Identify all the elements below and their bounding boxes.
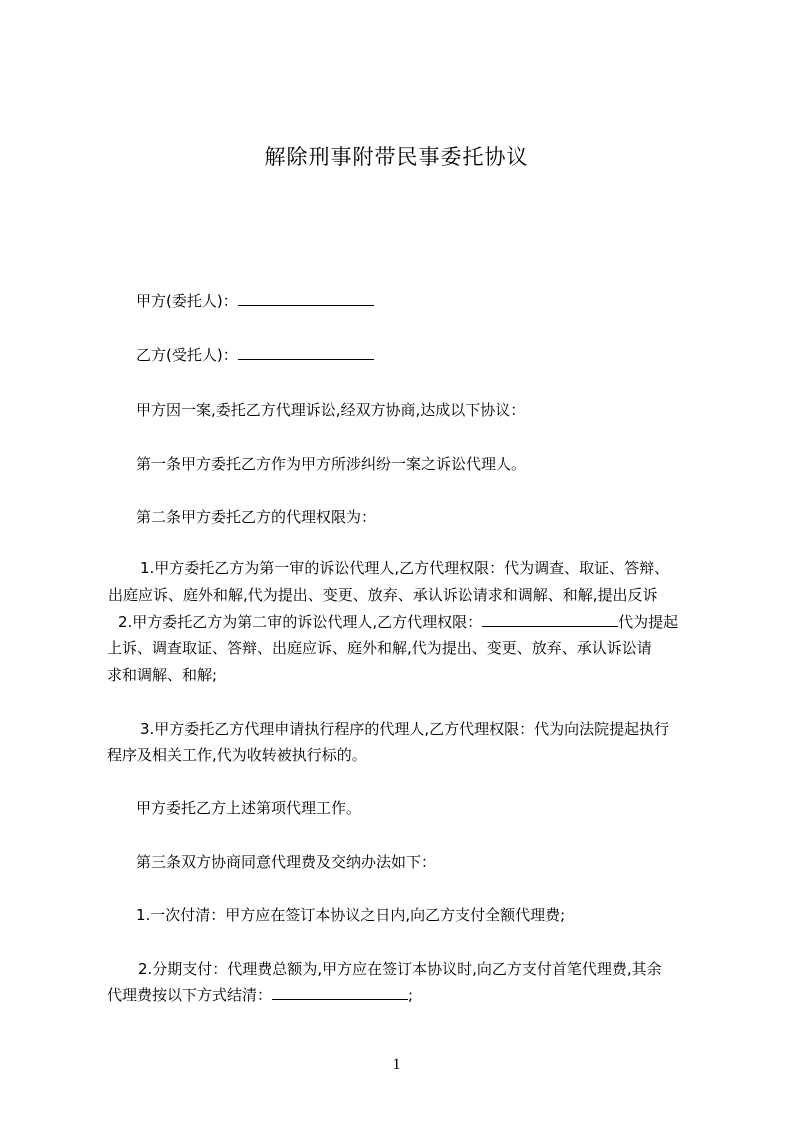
item-1-line-2: 出庭应诉、庭外和解,代为提出、变更、放弃、承认诉讼请求和调解、和解,提出反诉 — [108, 586, 658, 604]
payment-2-text-b: ; — [408, 986, 414, 1004]
page-number: 1 — [392, 1056, 401, 1073]
party-a-label: 甲方(委托人)： — [136, 292, 238, 310]
item-2-line-3: 求和调解、和解; — [107, 666, 218, 684]
payment-option-2-line-1: 2.分期支付：代理费总额为,甲方应在签订本协议时,向乙方支付首笔代理费,其余 — [138, 960, 662, 978]
item-2-blank — [482, 612, 618, 627]
article-1: 第一条甲方委托乙方作为甲方所涉纠纷一案之诉讼代理人。 — [136, 455, 527, 473]
document-title: 解除刑事附带民事委托协议 — [264, 145, 529, 169]
item-2-text-a: 2.甲方委托乙方为第二审的诉讼代理人,乙方代理权限： — [118, 613, 483, 631]
item-3-line-1: 3.甲方委托乙方代理申请执行程序的代理人,乙方代理权限：代为向法院提起执行 — [140, 720, 670, 738]
item-2-line-1 — [118, 611, 678, 633]
payment-2-text-a: 代理费按以下方式结清： — [107, 986, 273, 1004]
party-b-line — [136, 344, 374, 366]
item-2-text-b: 代为提起 — [618, 613, 679, 631]
item-2-line-2: 上诉、调查取证、答辩、出庭应诉、庭外和解,代为提出、变更、放弃、承认诉讼请 — [107, 639, 652, 657]
party-a-line — [136, 290, 374, 312]
intro-paragraph: 甲方因一案,委托乙方代理诉讼,经双方协商,达成以下协议： — [136, 401, 526, 419]
article-2-heading: 第二条甲方委托乙方的代理权限为： — [136, 508, 377, 526]
party-b-label: 乙方(受托人)： — [136, 346, 238, 364]
entrust-items: 甲方委托乙方上述第项代理工作。 — [136, 799, 362, 817]
party-a-blank — [238, 291, 374, 306]
article-3-heading: 第三条双方协商同意代理费及交纳办法如下： — [136, 853, 437, 871]
item-1-line-1: 1.甲方委托乙方为第一审的诉讼代理人,乙方代理权限：代为调查、取证、答辩、 — [140, 559, 670, 577]
party-b-blank — [238, 345, 374, 360]
item-3-line-2: 程序及相关工作,代为收转被执行标的。 — [107, 746, 367, 764]
payment-option-2-line-2 — [107, 984, 413, 1006]
payment-2-blank — [272, 985, 408, 1000]
payment-option-1: 1.一次付清：甲方应在签订本协议之日内,向乙方支付全额代理费; — [136, 906, 566, 924]
